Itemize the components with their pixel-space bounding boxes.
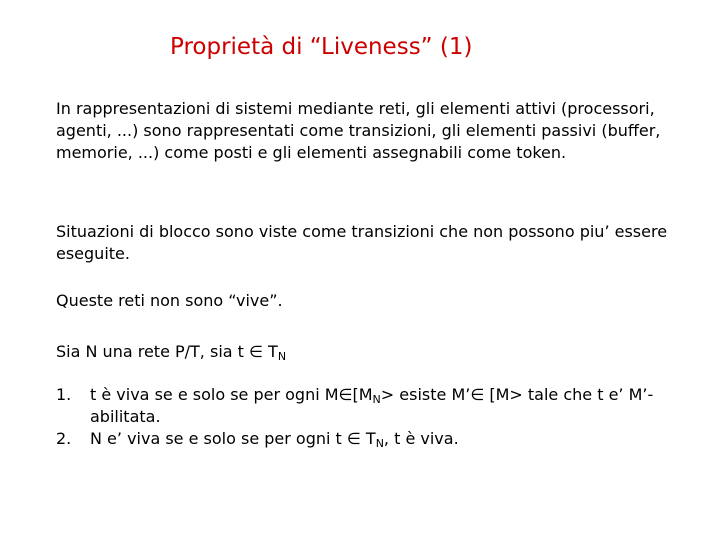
slide-title: Proprietà di “Liveness” (1) bbox=[170, 34, 473, 60]
list-item-text-continued: > esiste M’∈ [M> tale che t e’ M’-abilitata. bbox=[90, 385, 654, 426]
list-item-subscript: N bbox=[372, 393, 381, 406]
list-item-text: N e’ viva se e solo se per ogni t ∈ T bbox=[90, 429, 376, 448]
list-item-text-continued: , t è viva. bbox=[383, 429, 459, 448]
paragraph-not-live: Queste reti non sono “vive”. bbox=[56, 291, 283, 310]
list-item bbox=[56, 428, 696, 450]
list-item-text: t è viva se e solo se per ogni M∈[M bbox=[90, 385, 373, 404]
list-item-subscript: N bbox=[375, 437, 384, 450]
paragraph-representation: In rappresentazioni di sistemi mediante reti, gli elementi attivi (processori, agenti, ...) sono rappresentati come transizioni, gli elementi passivi (buffer, memorie, ...) come posti e gli elementi assegnabili come token. bbox=[56, 99, 661, 162]
list-item bbox=[56, 384, 696, 428]
definition-text: Sia N una rete P/T, sia t ∈ T bbox=[56, 342, 278, 361]
definition-line bbox=[56, 341, 696, 363]
definition-subscript: N bbox=[277, 350, 287, 363]
list-item-number: 1. bbox=[56, 385, 72, 404]
list-item-number: 2. bbox=[56, 429, 72, 448]
paragraph-deadlock: Situazioni di blocco sono viste come transizioni che non possono piu’ essere eseguite. bbox=[56, 222, 668, 263]
conditions-list bbox=[56, 384, 696, 450]
